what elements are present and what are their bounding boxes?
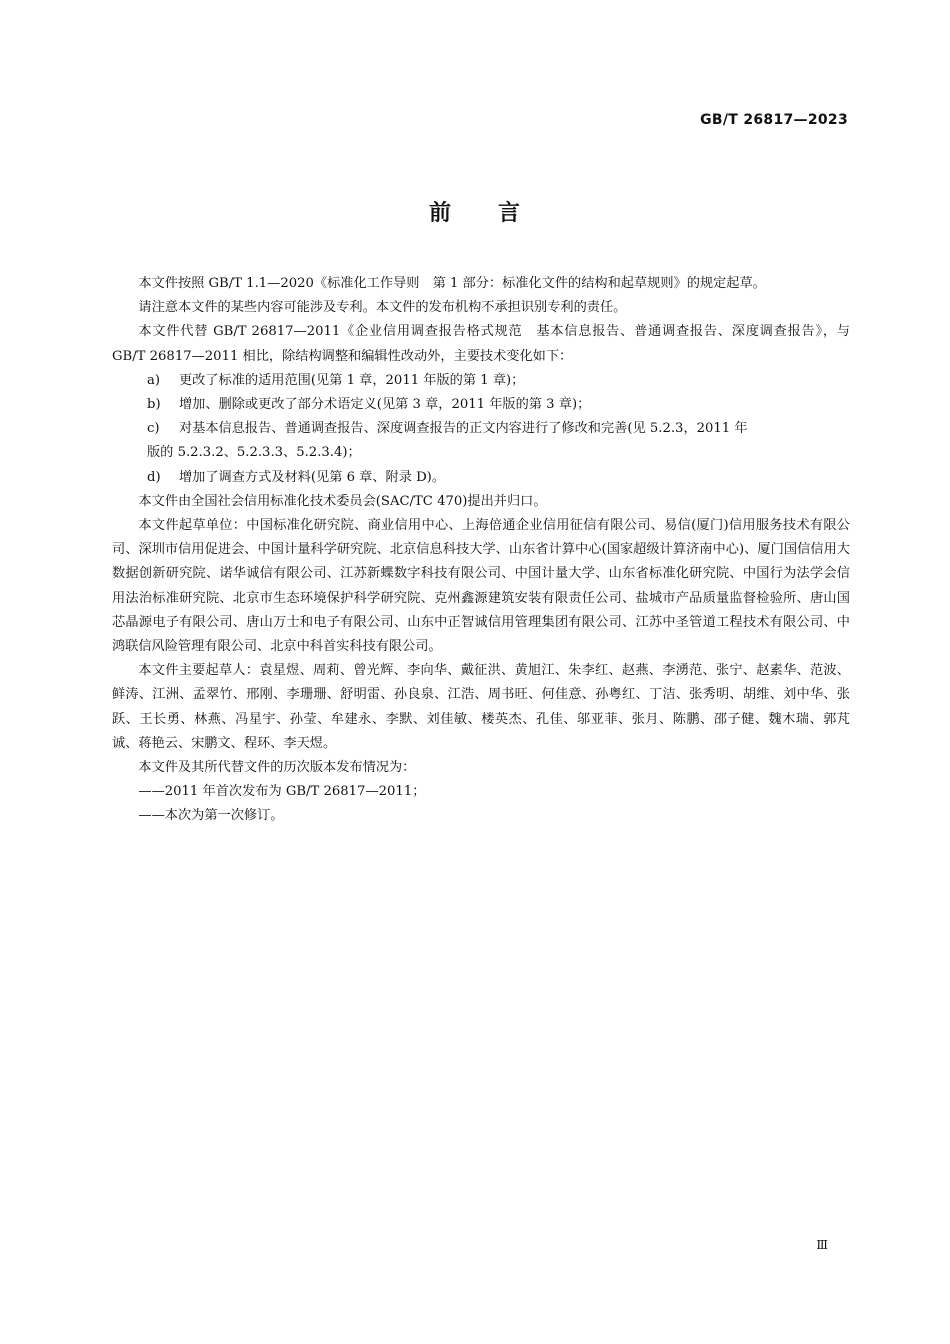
version-history-item-2: ——本次为第一次修订。 bbox=[138, 808, 284, 824]
title-char-2: 言 bbox=[498, 201, 522, 226]
page-number: Ⅲ bbox=[816, 1238, 828, 1252]
change-text: 增加了调查方式及材料(见第 6 章、附录 D)。 bbox=[179, 469, 446, 485]
paragraph-replacement: 本文件代替 GB/T 26817—2011《企业信用调查报告格式规范 基本信息报告、普通调查报告、深度调查报告》，与 GB/T 26817—2011 相比，除结构调整和编辑性改动外，主要技术变化如下： bbox=[112, 324, 850, 364]
change-item-b bbox=[112, 393, 850, 417]
paragraph-patent-notice: 请注意本文件的某些内容可能涉及专利。本文件的发布机构不承担识别专利的责任。 bbox=[138, 300, 627, 316]
paragraph-proposer: 本文件由全国社会信用标准化技术委员会(SAC/TC 470)提出并归口。 bbox=[138, 493, 547, 509]
standard-number: GB/T 26817—2023 bbox=[700, 112, 848, 128]
paragraph-drafting-basis: 本文件按照 GB/T 1.1—2020《标准化工作导则 第 1 部分：标准化文件的结构和起草规则》的规定起草。 bbox=[138, 276, 766, 291]
change-label: a) bbox=[147, 372, 161, 388]
paragraph-version-history: 本文件及其所代替文件的历次版本发布情况为： bbox=[138, 760, 416, 776]
version-history-item-1: ——2011 年首次发布为 GB/T 26817—2011； bbox=[138, 784, 426, 800]
change-text-continued: 版的 5.2.3.2、5.2.3.3、5.2.3.4)； bbox=[147, 445, 361, 461]
change-text: 对基本信息报告、普通调查报告、深度调查报告的正文内容进行了修改和完善(见 5.2.3，2011 年 bbox=[179, 421, 748, 437]
page-title bbox=[0, 196, 950, 227]
paragraph-drafting-units: 本文件起草单位：中国标准化研究院、商业信用中心、上海倍通企业信用征信有限公司、易信(厦门)信用服务技术有限公司、深圳市信用促进会、中国计量科学研究院、北京信息科技大学、山东省计算中心(国家超级计算济南中心)、厦门国信信用大数据创新研究院、诺华诚信有限公司、江苏新蝶数字科技有限公司、中国计量大学、山东省标准化研究院、中国行为法学会信用法治标准研究院、北京市生态环境保护科学研究院、克州鑫源建筑安装有限责任公司、盐城市产品质量监督检验所、唐山国芯晶源电子有限公司、唐山万士和电子有限公司、山东中正智诚信用管理集团有限公司、江苏中圣管道工程技术有限公司、中鸿联信风险管理有限公司、北京中科首实科技有限公司。 bbox=[112, 518, 850, 655]
change-text: 更改了标准的适用范围(见第 1 章，2011 年版的第 1 章)； bbox=[179, 372, 525, 388]
paragraph-drafters: 本文件主要起草人：袁星煜、周莉、曾光辉、李向华、戴征洪、黄旭江、朱李红、赵燕、李湧范、张宁、赵素华、范波、鲜涛、江洲、孟翠竹、邢刚、李珊珊、舒明雷、孙良泉、江浩、周书旺、何佳意、孙粤红、丁洁、张秀明、胡维、刘中华、张跃、王长勇、林燕、冯星宇、孙莹、牟建永、李默、刘佳敏、楼英杰、孔佳、邬亚菲、张月、陈鹏、邵子健、魏木瑞、郭芃诚、蒋艳云、宋鹏文、程环、李天煜。 bbox=[112, 663, 850, 751]
change-item-c bbox=[112, 417, 850, 465]
title-char-1: 前 bbox=[428, 201, 452, 226]
change-text: 增加、删除或更改了部分术语定义(见第 3 章，2011 年版的第 3 章)； bbox=[179, 397, 591, 413]
change-label: d) bbox=[147, 469, 161, 485]
change-label: c) bbox=[147, 421, 160, 437]
change-label: b) bbox=[147, 397, 161, 413]
foreword-body bbox=[112, 272, 850, 829]
change-item-a bbox=[112, 369, 850, 393]
change-item-d bbox=[112, 466, 850, 490]
